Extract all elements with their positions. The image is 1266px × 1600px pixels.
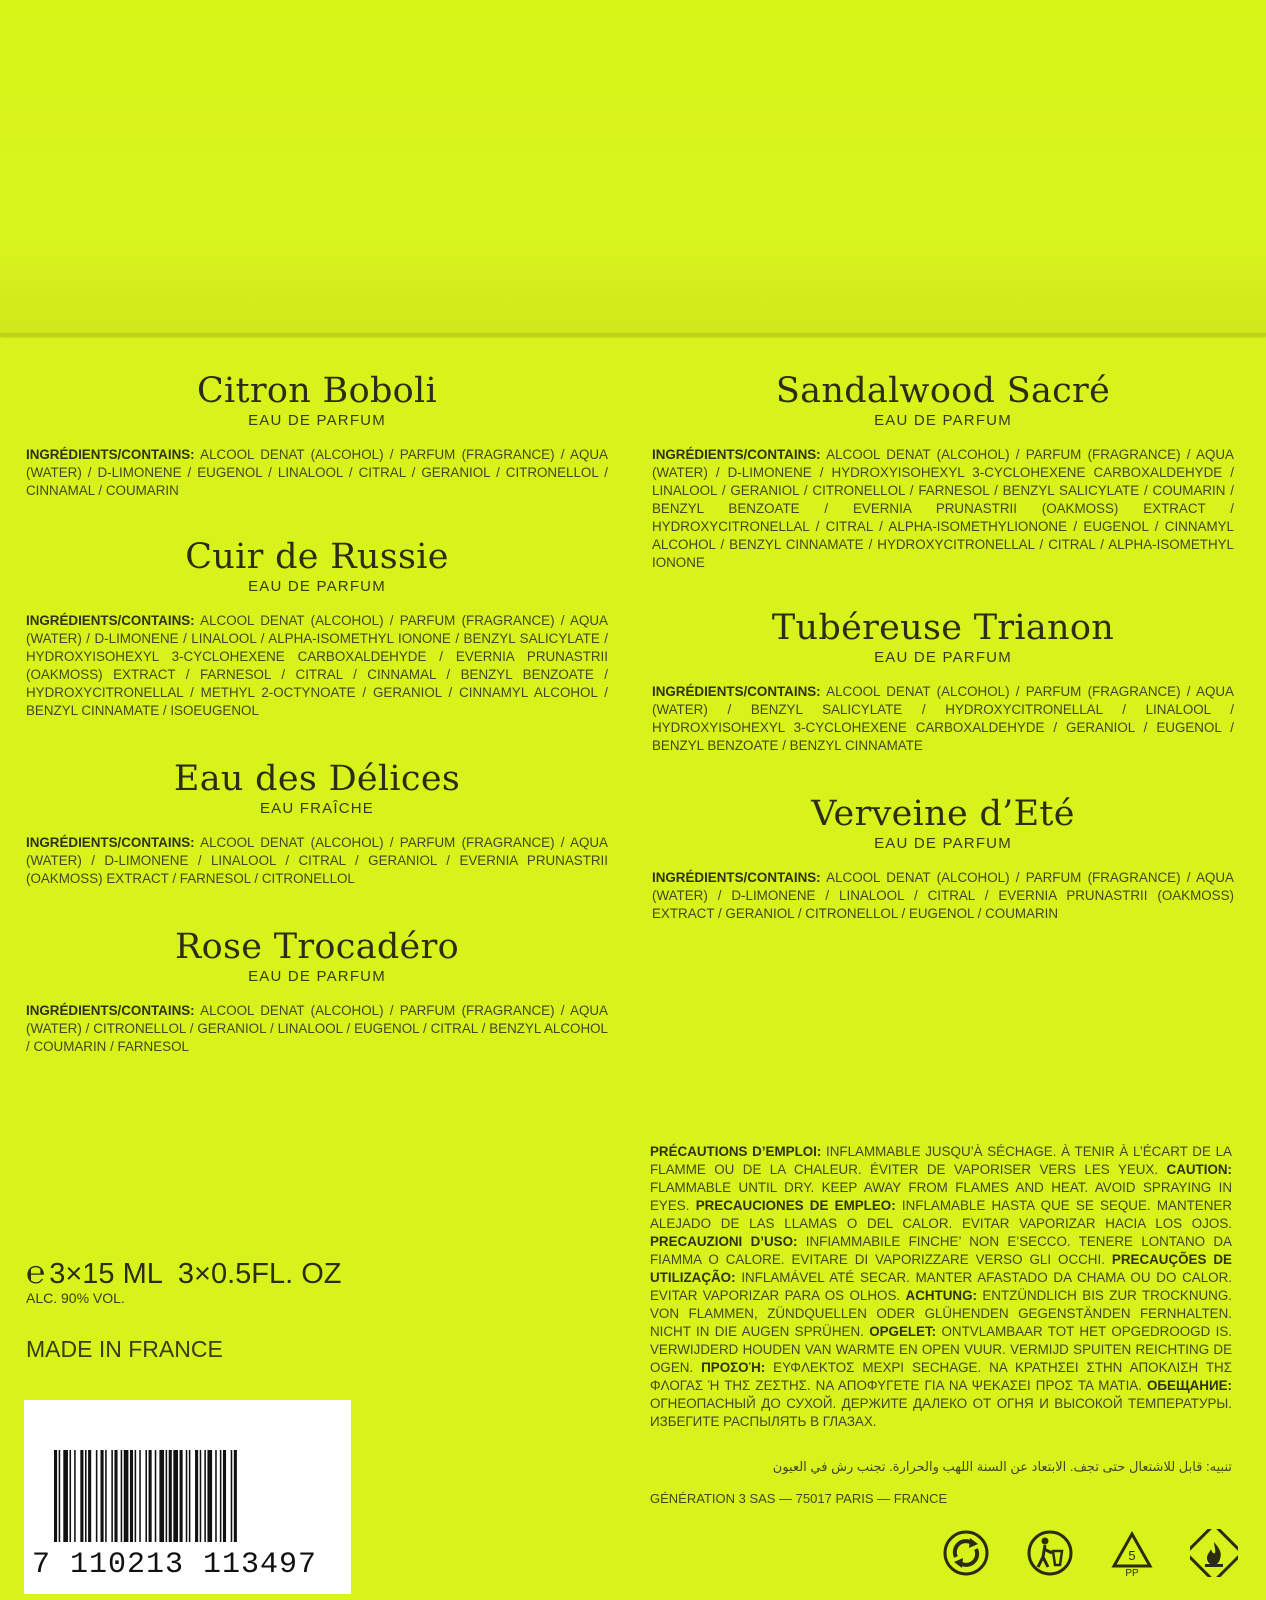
precaution-label: PRECAUÇÕES DE UTILIZAÇÃO: [650,1252,1232,1285]
barcode-bar [149,1450,152,1542]
barcode-bar [96,1450,98,1542]
barcode-bar [121,1450,123,1542]
product-sandalwood-sacre [652,370,1234,607]
volume-info [26,1254,342,1291]
barcode-bar [130,1450,133,1542]
product-ingredients [652,446,1234,572]
product-rose-trocadero [26,926,608,1056]
barcode-bar [145,1450,147,1542]
precaution-text: ОГНЕОПАСНЫЙ ДО СУХОЙ. ДЕРЖИТЕ ДАЛЕКО ОТ ОГНЯ И ВЫСОКОЙ ТЕМПЕРАТУРЫ. ИЗБЕГИТЕ РАСПЫЛЯТЬ В ГЛАЗАХ. [650,1396,1232,1429]
product-type: EAU DE PARFUM [874,412,1012,429]
precaution-label: PRÉCAUTIONS D’EMPLOI: [650,1144,822,1159]
barcode-bar [159,1450,164,1542]
barcode-bar [186,1450,188,1542]
barcode-bar [166,1450,168,1542]
product-name: Cuir de Russie [185,537,449,577]
volume-text: 3×15 ML 3×0.5FL. OZ [49,1258,342,1290]
product-name: Sandalwood Sacré [775,371,1111,411]
product-type: EAU DE PARFUM [248,412,386,429]
barcode-bar [207,1450,212,1542]
precaution-label: ACHTUNG: [905,1288,977,1303]
tidyman-icon [1026,1529,1074,1577]
ingredients-list: ALCOOL DENAT (ALCOHOL) / PARFUM (FRAGRANCE) / AQUA (WATER) / D-LIMONENE / EUGENOL / LINALOOL / CITRAL / GERANIOL / CITRONELLOL / CINNAMAL / COUMARIN [26,447,608,498]
precaution-text: INFLAMABLE HASTA QUE SE SEQUE. MANTENER ALEJADO DE LAS LLAMAS O DEL CALOR. EVITAR VAPORIZAR HACIA LOS OJOS. [650,1198,1232,1231]
product-name: Verveine d’Eté [811,794,1075,834]
product-citron-boboli [26,370,608,536]
barcode-bar [135,1450,137,1542]
barcode-bar [173,1450,178,1542]
product-eau-des-delices [26,758,608,926]
barcode-bar [169,1450,172,1542]
ingredients-label: INGRÉDIENTS/CONTAINS: [652,684,821,699]
precautions-text [650,1143,1232,1431]
product-tubereuse-trianon [652,607,1234,793]
product-type: EAU DE PARFUM [248,968,386,985]
barcode-bar [105,1450,107,1542]
barcode-bar [195,1450,198,1542]
flammable-icon [1190,1529,1238,1577]
barcode-bar [200,1450,202,1542]
ingredients-list: ALCOOL DENAT (ALCOHOL) / PARFUM (FRAGRANCE) / AQUA (WATER) / D-LIMONENE / LINALOOL / CITRAL / GERANIOL / EVERNIA PRUNASTRII (OAKMOSS) EXTRACT / FARNESOL / CITRONELLOL [26,835,608,886]
made-in-label: MADE IN FRANCE [26,1336,223,1362]
product-ingredients [652,869,1234,923]
barcode-bar [220,1450,222,1542]
ingredients-list: ALCOOL DENAT (ALCOHOL) / PARFUM (FRAGRANCE) / AQUA (WATER) / D-LIMONENE / LINALOOL / ALPHA-ISOMETHYL IONONE / BENZYL SALICYLATE / HYDROXYISOHEXYL 3-CYCLOHEXENE CARBOXALDEHYDE / EVERNIA PRUNASTRII (OAKMOSS) EXTRACT / FARNESOL / CITRAL / CINNAMAL / BENZYL BENZOATE / HYDROXYCITRONELLAL / METHYL 2-OCTYNOATE / GERANIOL / CINNAMYL ALCOHOL / BENZYL CINNAMATE / ISOEUGENOL [26,613,608,718]
ingredients-label: INGRÉDIENTS/CONTAINS: [652,447,821,462]
barcode-bar [88,1450,91,1542]
product-type: EAU DE PARFUM [874,649,1012,666]
product-cuir-de-russie [26,536,608,758]
arabic-warning: تنبيه: قابل للاشتعال حتى تجف. الابتعاد عن السنة اللهب والحرارة. تجنب رش في العيون [772,1459,1232,1474]
precaution-text: ENTZÜNDLICH BIS ZUR TROCKNUNG. VON FLAMMEN, ZÜNDQUELLEN ODER GLÜHENDEN GEGENSTÄNDEN FERNHALTEN. NICHT IN DIE AUGEN SPRÜHEN. [650,1288,1232,1339]
precaution-text: ΕΥΦΛΕΚΤΟΣ ΜΕΧΡΙ SECHAGE. ΝΑ ΚΡΑΤΗΣΕΙ ΣΤΗΝ ΑΠΟΚΛΙΣΗ ΤΗΣ ΦΛΟΓΑΣ Ή ΤΗΣ ΖΕΣΤΗΣ. ΝΑ ΑΠΟΦΥΓΕΤΕ ΓΙΑ ΝΑ ΨΕΚΑΣΕΙ ΠΡΟΣ ΤΑ ΜΑΤΙΑ. [650,1360,1232,1393]
barcode-label [24,1400,351,1594]
barcode-bar [124,1450,129,1542]
product-name: Citron Boboli [196,371,438,411]
barcode-bar [74,1450,76,1542]
barcode-number: 7 110213 113497 [32,1548,318,1582]
alcohol-volume: ALC. 90% VOL. [26,1290,125,1306]
estimated-sign-icon: ℮ [26,1254,46,1290]
ingredients-label: INGRÉDIENTS/CONTAINS: [652,870,821,885]
precaution-label: OPGELET: [869,1324,937,1339]
product-ingredients [26,446,608,500]
ingredients-list: ALCOOL DENAT (ALCOHOL) / PARFUM (FRAGRANCE) / AQUA (WATER) / CITRONELLOL / GERANIOL / LINALOOL / EUGENOL / CITRAL / BENZYL ALCOHOL / COUMARIN / FARNESOL [26,1003,608,1054]
precaution-text: INFLAMÁVEL ATÉ SECAR. MANTER AFASTADO DA CHAMA OU DO CALOR. EVITAR VAPORIZAR PARA OS OLHOS. [650,1270,1232,1303]
product-type: EAU DE PARFUM [874,835,1012,852]
barcode-bar [80,1450,83,1542]
ingredients-label: INGRÉDIENTS/CONTAINS: [26,835,195,850]
precaution-label: PRECAUZIONI D’USO: [650,1234,798,1249]
precaution-text: INFLAMMABLE JUSQU’À SÉCHAGE. À TENIR À L’ÉCART DE LA FLAMME OU DE LA CHALEUR. ÉVITER DE VAPORISER VERS LES YEUX. [650,1144,1232,1177]
barcode-bar [59,1450,61,1542]
ingredients-list: ALCOOL DENAT (ALCOHOL) / PARFUM (FRAGRANCE) / AQUA (WATER) / D-LIMONENE / LINALOOL / CITRAL / EVERNIA PRUNASTRII (OAKMOSS) EXTRACT / GERANIOL / CITRONELLOL / EUGENOL / COUMARIN [652,870,1234,921]
recycle-arrows-icon [942,1529,990,1577]
product-name: Tubéreuse Trianon [771,608,1115,648]
barcode-bar [180,1450,183,1542]
precaution-label: CAUTION: [1166,1162,1232,1177]
precaution-text: FLAMMABLE UNTIL DRY. KEEP AWAY FROM FLAMES AND HEAT. AVOID SPRAYING IN EYES. [650,1180,1232,1213]
ingredients-list: ALCOOL DENAT (ALCOHOL) / PARFUM (FRAGRANCE) / AQUA (WATER) / D-LIMONENE / HYDROXYISOHEXYL 3-CYCLOHEXENE CARBOXALDEHYDE / LINALOOL / GERANIOL / CITRONELLOL / FARNESOL / BENZYL SALICYLATE / COUMARIN / BENZYL BENZOATE / EVERNIA PRUNASTRII (OAKMOSS) EXTRACT / HYDROXYCITRONELLAL / CITRAL / ALPHA-ISOMETHYLIONONE / EUGENOL / CINNAMYL ALCOHOL / BENZYL CINNAMATE / HYDROXYCITRONELLAL / CITRAL / ALPHA-ISOMETHYL IONONE [652,447,1234,570]
ingredients-list: ALCOOL DENAT (ALCOHOL) / PARFUM (FRAGRANCE) / AQUA (WATER) / BENZYL SALICYLATE / HYDROXYCITRONELLAL / LINALOOL / HYDROXYISOHEXYL 3-CYCLOHEXENE CARBOXALDEHYDE / GERANIOL / EUGENOL / BENZYL BENZOATE / BENZYL CINNAMATE [652,684,1234,753]
product-name: Eau des Délices [173,759,461,799]
precaution-text: INFIAMMABILE FINCHE’ NON E’SECCO. TENERE LONTANO DA FIAMMA O CALORE. EVITARE DI VAPORIZZARE VERSO GLI OCCHI. [650,1234,1232,1267]
pp-5-recycle-icon [1108,1529,1156,1577]
product-ingredients [652,683,1234,755]
barcode-bar [234,1450,237,1542]
precaution-label: PRECAUCIONES DE EMPLEO: [695,1198,896,1213]
barcode-bar [54,1450,57,1542]
right-product-column [652,370,1234,923]
barcode-bar [139,1450,141,1542]
product-verveine-dete [652,793,1234,923]
product-ingredients [26,612,608,720]
ingredients-label: INGRÉDIENTS/CONTAINS: [26,613,195,628]
barcode-bar [204,1450,206,1542]
barcode-bar [111,1450,113,1542]
product-type: EAU FRAÎCHE [259,800,375,817]
precaution-label: ΠΡΟΣΟΉ: [701,1360,766,1375]
pp-label: PP [1125,1568,1139,1577]
manufacturer-address: GÉNÉRATION 3 SAS — 75017 PARIS — FRANCE [650,1491,948,1506]
ingredients-label: INGRÉDIENTS/CONTAINS: [26,1003,195,1018]
barcode-bar [101,1450,104,1542]
barcode-bar [223,1450,226,1542]
product-name: Rose Trocadéro [175,927,459,967]
barcode-bar [231,1450,233,1542]
pp-code: 5 [1128,1548,1136,1563]
product-type: EAU DE PARFUM [248,578,386,595]
precaution-text: ONTVLAMBAAR TOT HET OPGEDROOGD IS. VERWIJDERD HOUDEN VAN WARMTE EN OPEN VUUR. VERMIJD SPUITEN REICHTING DE OGEN. [650,1324,1232,1375]
barcode-bar [155,1450,157,1542]
product-ingredients [26,834,608,888]
barcode-bar [189,1450,191,1542]
fold-line [0,333,1266,336]
barcode-bar [63,1450,68,1542]
barcode-bar [215,1450,217,1542]
product-ingredients [26,1002,608,1056]
barcode-bar [85,1450,87,1542]
barcode-bars [54,1450,324,1542]
barcode-bar [114,1450,117,1542]
left-product-column [26,370,608,1056]
precaution-label: ОБЕЩАНИЕ: [1147,1378,1232,1393]
box-top-flap [0,0,1266,333]
ingredients-label: INGRÉDIENTS/CONTAINS: [26,447,195,462]
barcode-bar [70,1450,72,1542]
